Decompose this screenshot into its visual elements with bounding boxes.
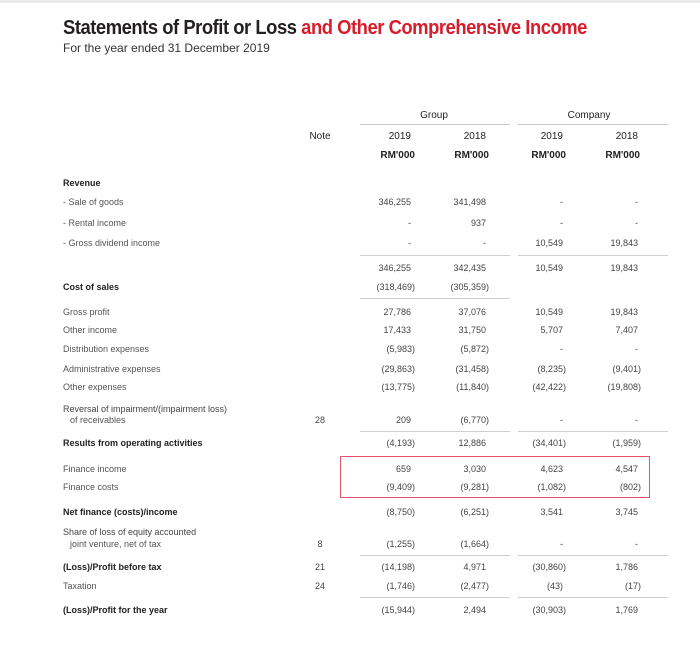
cell-company-2019: (1,082): [537, 482, 566, 492]
row-divider: [360, 298, 510, 299]
cell-company-2019: -: [560, 415, 563, 425]
page-title: [63, 17, 587, 40]
cell-company-2018: 3,745: [615, 507, 638, 517]
cell-group-2019: (15,944): [381, 605, 415, 615]
cell-note: 24: [314, 581, 326, 591]
row-label: (Loss)/Profit before tax: [63, 562, 162, 572]
row-divider: [360, 255, 510, 256]
cell-company-2019: 10,549: [535, 238, 563, 248]
cell-company-2018: -: [635, 539, 638, 549]
cell-group-2018: (11,840): [456, 382, 489, 392]
row-label: - Gross dividend income: [63, 238, 161, 248]
cell-note: 8: [317, 539, 323, 549]
row-label: Revenue: [63, 178, 101, 188]
cell-group-2018: 31,750: [458, 325, 486, 335]
cell-group-2018: 4,971: [463, 562, 486, 572]
cell-note: 28: [314, 415, 326, 425]
year-header-group-2019: 2019: [388, 131, 411, 142]
title-part-1: Statements of Profit or Loss: [63, 17, 297, 39]
cell-company-2018: (19,808): [607, 382, 641, 392]
cell-group-2019: 346,255: [378, 197, 411, 207]
cell-group-2019: (14,198): [381, 562, 415, 572]
cell-company-2018: 19,843: [610, 263, 638, 273]
cell-group-2019: (9,409): [386, 482, 415, 492]
table-row: [0, 605, 700, 619]
cell-company-2019: -: [560, 344, 563, 354]
table-row: [0, 178, 700, 192]
cell-company-2018: 19,843: [610, 307, 638, 317]
cell-group-2018: (5,872): [460, 344, 489, 354]
cell-company-2019: -: [560, 197, 563, 207]
cell-group-2018: 3,030: [463, 464, 486, 474]
cell-group-2019: (8,750): [386, 507, 415, 517]
row-label: Net finance (costs)/income: [63, 507, 178, 517]
cell-group-2019: (29,863): [381, 364, 415, 374]
table-row: [0, 282, 700, 296]
cell-group-2019: (1,255): [386, 539, 415, 549]
unit-header-company-2018: RM'000: [605, 150, 640, 161]
table-row: [0, 263, 700, 277]
year-header-group-2018: 2018: [463, 131, 486, 142]
table-row: [0, 464, 700, 478]
cell-group-2018: (6,770): [460, 415, 489, 425]
row-label: Gross profit: [63, 307, 110, 317]
cell-company-2019: 3,541: [540, 507, 563, 517]
cell-company-2018: (1,959): [612, 438, 641, 448]
cell-note: 21: [314, 562, 326, 572]
row-divider: [518, 597, 668, 598]
cell-group-2018: 341,498: [453, 197, 486, 207]
cell-company-2018: 4,547: [615, 464, 638, 474]
table-row: [0, 197, 700, 211]
cell-group-2019: -: [408, 218, 411, 228]
table-row: [0, 562, 700, 576]
cell-group-2018: -: [483, 238, 486, 248]
table-row: [0, 218, 700, 232]
table-row: [0, 482, 700, 496]
cell-company-2019: (34,401): [532, 438, 566, 448]
row-label: Finance costs: [63, 482, 119, 492]
cell-group-2019: 346,255: [378, 263, 411, 273]
table-row: [0, 438, 700, 452]
cell-group-2019: -: [408, 238, 411, 248]
cell-company-2019: (8,235): [537, 364, 566, 374]
year-header-company-2018: 2018: [615, 131, 638, 142]
unit-header-group-2018: RM'000: [454, 150, 489, 161]
row-label: Taxation: [63, 581, 97, 591]
top-border: [0, 0, 700, 3]
table-row: [0, 382, 700, 396]
cell-group-2018: (1,664): [460, 539, 489, 549]
cell-company-2018: 7,407: [615, 325, 638, 335]
row-divider: [518, 431, 668, 432]
cell-company-2018: -: [635, 218, 638, 228]
cell-company-2019: -: [560, 539, 563, 549]
cell-company-2019: 10,549: [535, 307, 563, 317]
row-label-line-1: Share of loss of equity accounted: [63, 527, 197, 537]
row-label: Other income: [63, 325, 118, 335]
cell-group-2018: (31,458): [455, 364, 489, 374]
row-label: Finance income: [63, 464, 127, 474]
cell-company-2019: (30,860): [532, 562, 566, 572]
cell-group-2019: (4,193): [386, 438, 415, 448]
row-label-line-1: Reversal of impairment/(impairment loss): [63, 404, 228, 414]
table-row: [0, 238, 700, 252]
cell-company-2018: -: [635, 415, 638, 425]
cell-company-2018: -: [635, 344, 638, 354]
row-label: Other expenses: [63, 382, 127, 392]
note-header: Note: [309, 131, 331, 142]
cell-group-2019: (13,775): [381, 382, 415, 392]
cell-group-2019: 209: [395, 415, 411, 425]
cell-group-2018: 342,435: [453, 263, 486, 273]
row-label: - Rental income: [63, 218, 127, 228]
table-row: [0, 581, 700, 595]
cell-company-2019: 5,707: [540, 325, 563, 335]
cell-company-2018: (9,401): [612, 364, 641, 374]
unit-header-company-2019: RM'000: [531, 150, 566, 161]
cell-group-2019: (1,746): [386, 581, 415, 591]
cell-group-2018: (305,359): [450, 282, 489, 292]
cell-group-2019: (318,469): [376, 282, 415, 292]
row-label: Distribution expenses: [63, 344, 150, 354]
cell-group-2019: 659: [395, 464, 411, 474]
cell-group-2018: (2,477): [460, 581, 489, 591]
cell-group-2018: 12,886: [458, 438, 486, 448]
cell-group-2019: 17,433: [383, 325, 411, 335]
cell-company-2019: 4,623: [540, 464, 563, 474]
cell-group-2018: 37,076: [458, 307, 486, 317]
company-header: Company: [567, 110, 611, 121]
table-row: [0, 507, 700, 521]
row-label-line-2: of receivables: [70, 415, 126, 425]
cell-group-2019: 27,786: [383, 307, 411, 317]
unit-header-group-2019: RM'000: [380, 150, 415, 161]
table-row: [0, 325, 700, 339]
table-row: [0, 364, 700, 378]
row-divider: [518, 255, 668, 256]
cell-company-2019: (43): [546, 581, 563, 591]
company-header-rule: [518, 124, 668, 125]
row-label: Cost of sales: [63, 282, 120, 292]
cell-company-2018: 19,843: [610, 238, 638, 248]
cell-company-2018: (17): [624, 581, 641, 591]
row-label: - Sale of goods: [63, 197, 124, 207]
row-label: Results from operating activities: [63, 438, 203, 448]
row-divider: [360, 597, 510, 598]
group-header-rule: [360, 124, 510, 125]
row-divider: [360, 431, 510, 432]
year-header-company-2019: 2019: [540, 131, 563, 142]
page-subtitle: For the year ended 31 December 2019: [63, 41, 270, 55]
table-row: [0, 415, 700, 429]
cell-company-2018: -: [635, 197, 638, 207]
cell-company-2019: (42,422): [532, 382, 566, 392]
cell-company-2019: (30,903): [532, 605, 566, 615]
group-header: Group: [420, 110, 448, 121]
row-divider: [360, 555, 510, 556]
cell-group-2018: 2,494: [463, 605, 486, 615]
cell-group-2019: (5,983): [386, 344, 415, 354]
row-label: (Loss)/Profit for the year: [63, 605, 168, 615]
cell-company-2018: 1,786: [615, 562, 638, 572]
cell-company-2019: 10,549: [535, 263, 563, 273]
row-divider: [518, 555, 668, 556]
cell-group-2018: 937: [470, 218, 486, 228]
row-label: Administrative expenses: [63, 364, 161, 374]
title-part-2: and Other Comprehensive Income: [301, 17, 587, 39]
table-row: [0, 344, 700, 358]
cell-company-2018: (802): [619, 482, 641, 492]
row-label-line-2: joint venture, net of tax: [70, 539, 162, 549]
cell-group-2018: (9,281): [460, 482, 489, 492]
cell-company-2019: -: [560, 218, 563, 228]
cell-company-2018: 1,769: [615, 605, 638, 615]
table-row: [0, 539, 700, 553]
cell-group-2018: (6,251): [460, 507, 489, 517]
table-row: [0, 307, 700, 321]
